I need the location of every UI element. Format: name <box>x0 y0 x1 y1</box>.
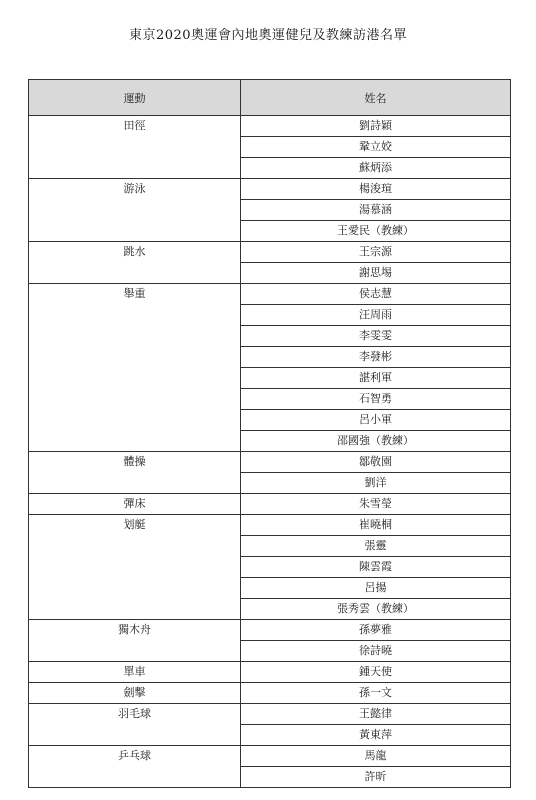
athlete-name-cell: 呂揚 <box>241 578 511 599</box>
athlete-name-cell: 鞏立姣 <box>241 137 511 158</box>
athlete-name-cell: 鍾天使 <box>241 662 511 683</box>
sport-cell: 舉重 <box>29 284 241 452</box>
table-row <box>29 662 511 683</box>
athlete-name-cell: 謝思埸 <box>241 263 511 284</box>
athlete-name-cell: 楊浚瑄 <box>241 179 511 200</box>
sport-cell: 彈床 <box>29 494 241 515</box>
athlete-name-cell: 李雯雯 <box>241 326 511 347</box>
athlete-name-cell: 邵國強（教練） <box>241 431 511 452</box>
sport-cell: 獨木舟 <box>29 620 241 662</box>
table-row <box>29 116 511 137</box>
athlete-name-cell: 石智勇 <box>241 389 511 410</box>
athlete-name-cell: 馬龍 <box>241 746 511 767</box>
table-header-row <box>29 80 511 116</box>
sport-cell: 划艇 <box>29 515 241 620</box>
athlete-name-cell: 諶利軍 <box>241 368 511 389</box>
sport-cell: 單車 <box>29 662 241 683</box>
athlete-name-cell: 鄒敬園 <box>241 452 511 473</box>
header-name: 姓名 <box>241 80 511 116</box>
athlete-name-cell: 陳雲霞 <box>241 557 511 578</box>
athlete-name-cell: 孫夢雅 <box>241 620 511 641</box>
athlete-name-cell: 張秀雲（教練） <box>241 599 511 620</box>
athlete-roster-table <box>28 79 511 788</box>
athlete-name-cell: 張靈 <box>241 536 511 557</box>
athlete-name-cell: 王宗源 <box>241 242 511 263</box>
athlete-name-cell: 蘇炳添 <box>241 158 511 179</box>
sport-cell: 乒乓球 <box>29 746 241 788</box>
table-row <box>29 683 511 704</box>
athlete-name-cell: 王懿律 <box>241 704 511 725</box>
sport-cell: 游泳 <box>29 179 241 242</box>
sport-cell: 田徑 <box>29 116 241 179</box>
athlete-name-cell: 王愛民（教練） <box>241 221 511 242</box>
athlete-name-cell: 許昕 <box>241 767 511 788</box>
document-title: 東京2020奧運會內地奧運健兒及教練訪港名單 <box>128 28 408 43</box>
sport-cell: 劍擊 <box>29 683 241 704</box>
athlete-name-cell: 劉洋 <box>241 473 511 494</box>
athlete-name-cell: 孫一文 <box>241 683 511 704</box>
athlete-name-cell: 徐詩曉 <box>241 641 511 662</box>
table-row <box>29 515 511 536</box>
table-row <box>29 284 511 305</box>
athlete-name-cell: 李發彬 <box>241 347 511 368</box>
table-row <box>29 746 511 767</box>
table-row <box>29 452 511 473</box>
athlete-name-cell: 劉詩穎 <box>241 116 511 137</box>
table-row <box>29 242 511 263</box>
athlete-name-cell: 崔曉桐 <box>241 515 511 536</box>
table-body <box>29 116 511 788</box>
table-row <box>29 179 511 200</box>
athlete-name-cell: 湯慕涵 <box>241 200 511 221</box>
sport-cell: 羽毛球 <box>29 704 241 746</box>
table-row <box>29 494 511 515</box>
athlete-name-cell: 呂小軍 <box>241 410 511 431</box>
athlete-name-cell: 汪周雨 <box>241 305 511 326</box>
table-row <box>29 704 511 725</box>
athlete-name-cell: 侯志慧 <box>241 284 511 305</box>
header-sport: 運動 <box>29 80 241 116</box>
athlete-name-cell: 黃東萍 <box>241 725 511 746</box>
athlete-name-cell: 朱雪瑩 <box>241 494 511 515</box>
sport-cell: 體操 <box>29 452 241 494</box>
sport-cell: 跳水 <box>29 242 241 284</box>
table-row <box>29 620 511 641</box>
